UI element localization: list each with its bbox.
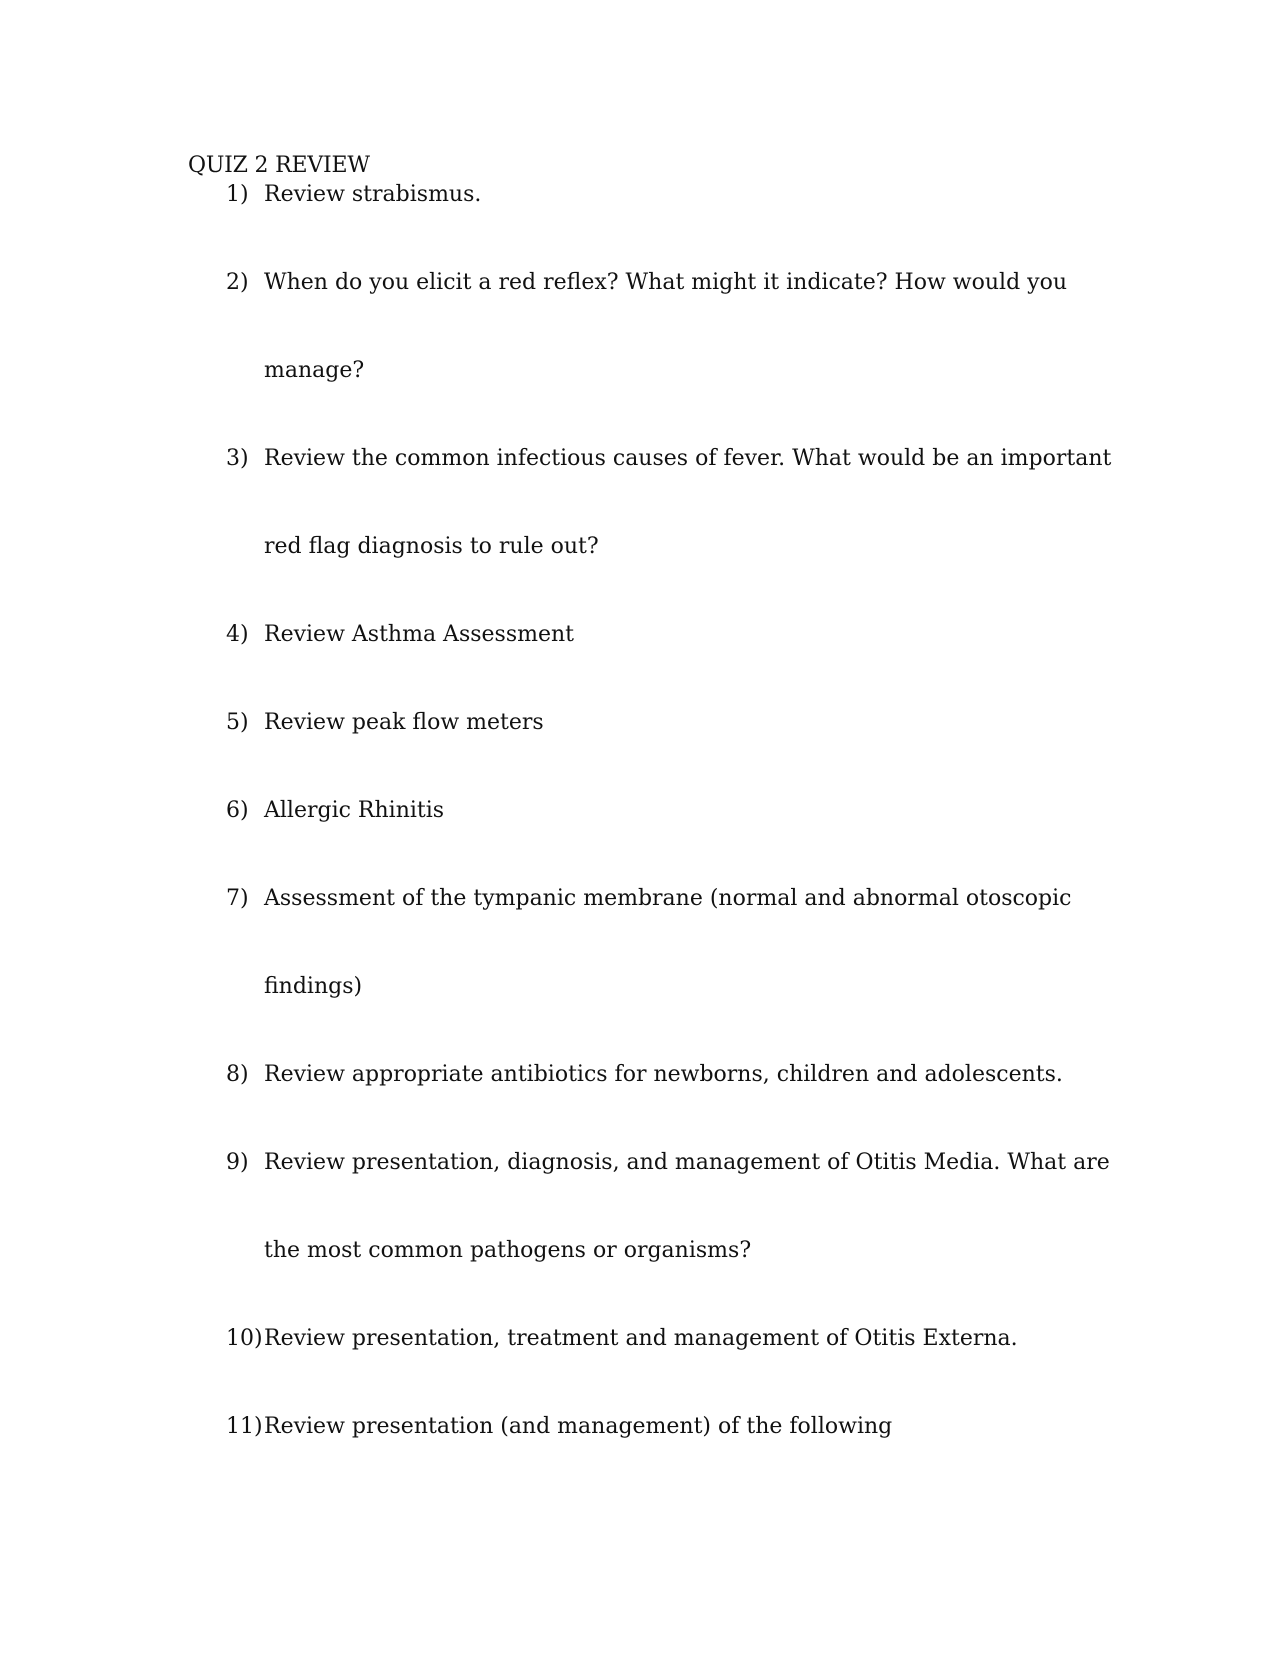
item-number: 5) [226,710,249,735]
item-text: red flag diagnosis to rule out? [264,534,599,559]
item-text: Review strabismus. [264,182,482,207]
item-number: 4) [226,622,249,647]
document-title: QUIZ 2 REVIEW [188,153,370,178]
item-number: 8) [226,1062,249,1087]
item-text: Review presentation (and management) of the following [264,1414,893,1439]
item-text: When do you elicit a red reflex? What might it indicate? How would you [264,270,1067,295]
item-number: 2) [226,270,249,295]
item-number: 11) [226,1414,263,1439]
item-number: 10) [226,1326,263,1351]
item-text: Review peak flow meters [264,710,544,735]
item-number: 6) [226,798,249,823]
item-text: Allergic Rhinitis [264,798,445,823]
item-text: Review presentation, diagnosis, and management of Otitis Media. What are [264,1150,1110,1175]
item-number: 7) [226,886,249,911]
item-text: Review presentation, treatment and management of Otitis Externa. [264,1326,1018,1351]
item-text: Review the common infectious causes of fever. What would be an important [264,446,1112,471]
item-number: 1) [226,182,249,207]
item-number: 9) [226,1150,249,1175]
item-number: 3) [226,446,249,471]
item-text: manage? [264,358,365,383]
item-text: findings) [264,974,363,999]
item-text: the most common pathogens or organisms? [264,1238,752,1263]
item-text: Review appropriate antibiotics for newborns, children and adolescents. [264,1062,1063,1087]
item-text: Review Asthma Assessment [264,622,575,647]
item-text: Assessment of the tympanic membrane (normal and abnormal otoscopic [264,886,1072,911]
